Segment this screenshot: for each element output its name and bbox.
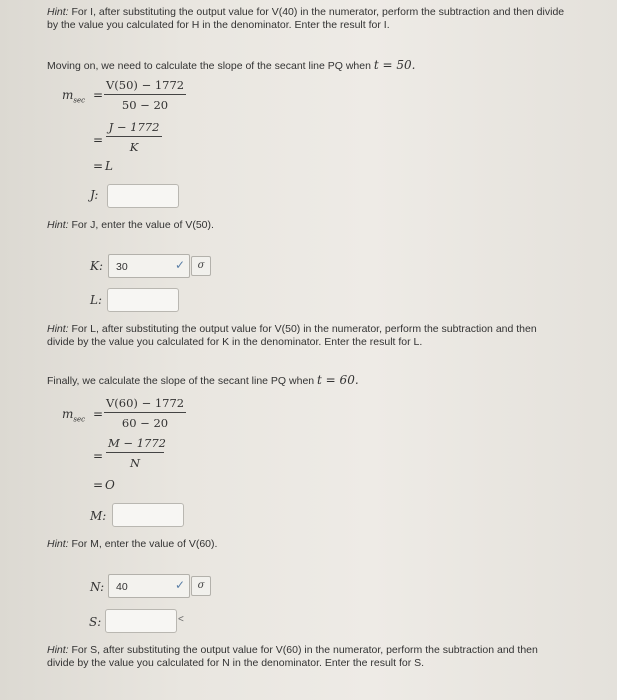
section-60-t-expr: t = 60. [317, 373, 359, 387]
hint-m-text: For M, enter the value of V(60). [68, 538, 218, 550]
field-m-label: M: [90, 509, 107, 523]
hint-i-label: Hint: [47, 6, 69, 18]
hint-j-label: Hint: [47, 219, 69, 231]
hint-m [47, 538, 217, 551]
section-60-intro-text: Finally, we calculate the slope of the secant line PQ when [47, 375, 318, 387]
check-icon: ✓ [174, 258, 185, 272]
hint-s-label: Hint: [47, 644, 69, 656]
hint-l [47, 323, 567, 349]
fraction-j-denominator: K [129, 140, 139, 154]
field-n-input[interactable] [108, 574, 190, 598]
symbol-keyboard-icon[interactable]: σ [191, 576, 211, 596]
result-o: O [105, 478, 115, 492]
equals-3: = [93, 159, 104, 173]
fraction-v50-denominator: 50 − 20 [121, 98, 169, 112]
symbol-keyboard-icon[interactable]: σ [191, 256, 211, 276]
fraction-v60 [104, 396, 186, 430]
section-50-intro [47, 58, 415, 72]
fraction-v50 [104, 78, 186, 112]
field-j-label: J: [90, 188, 99, 202]
hint-l-text: For L, after substituting the output value for V(50) in the numerator, perform the subtraction and then divide by the value you calculated for K in the denominator. Enter the result for L. [47, 323, 537, 348]
field-j-input[interactable] [107, 184, 179, 208]
field-s-label: S: [89, 615, 102, 629]
field-m-input[interactable] [112, 503, 184, 527]
section-60-intro [47, 373, 359, 387]
field-n-label: N: [90, 580, 105, 594]
field-k-input[interactable] [108, 254, 190, 278]
hint-j [47, 219, 214, 232]
msec-label-1: $m_{sec}$ [62, 88, 86, 105]
fraction-m-numerator: M − 1772 [106, 436, 164, 453]
field-l-input[interactable] [107, 288, 179, 312]
hint-i [47, 6, 567, 32]
hint-s-text: For S, after substituting the output value for V(60) in the numerator, perform the subtraction and then divide by the value you calculated for N in the denominator. Enter the result for S. [47, 644, 538, 669]
field-s-input[interactable] [105, 609, 177, 633]
hint-j-text: For J, enter the value of V(50). [68, 219, 214, 231]
equals-1: = [93, 88, 104, 102]
result-l: L [105, 159, 113, 173]
hint-l-label: Hint: [47, 323, 69, 335]
fraction-v60-denominator: 60 − 20 [121, 416, 169, 430]
section-50-intro-text: Moving on, we need to calculate the slope of the secant line PQ when [47, 60, 374, 72]
field-k-label: K: [90, 259, 104, 273]
fraction-v50-numerator: V(50) − 1772 [104, 78, 186, 95]
equals-5: = [93, 449, 104, 463]
field-l-label: L: [90, 293, 103, 307]
fraction-m [106, 436, 164, 470]
hint-s [47, 644, 567, 670]
hint-i-text: For I, after substituting the output value for V(40) in the numerator, perform the subtraction and then divide by the value you calculated for H in the denominator. Enter the result for I. [47, 6, 565, 31]
equals-4: = [93, 407, 104, 421]
cursor-caret-icon: < [178, 614, 184, 625]
field-k-value: 30 [116, 261, 128, 273]
field-n-value: 40 [116, 581, 128, 593]
check-icon: ✓ [174, 578, 185, 592]
equals-6: = [93, 478, 104, 492]
msec-label-2: $m_{sec}$ [62, 407, 86, 424]
fraction-m-denominator: N [129, 456, 141, 470]
equals-2: = [93, 133, 104, 147]
fraction-j [106, 120, 162, 154]
hint-m-label: Hint: [47, 538, 69, 550]
fraction-v60-numerator: V(60) − 1772 [104, 396, 186, 413]
section-50-t-expr: t = 50. [373, 58, 416, 72]
fraction-j-numerator: J − 1772 [106, 120, 162, 137]
